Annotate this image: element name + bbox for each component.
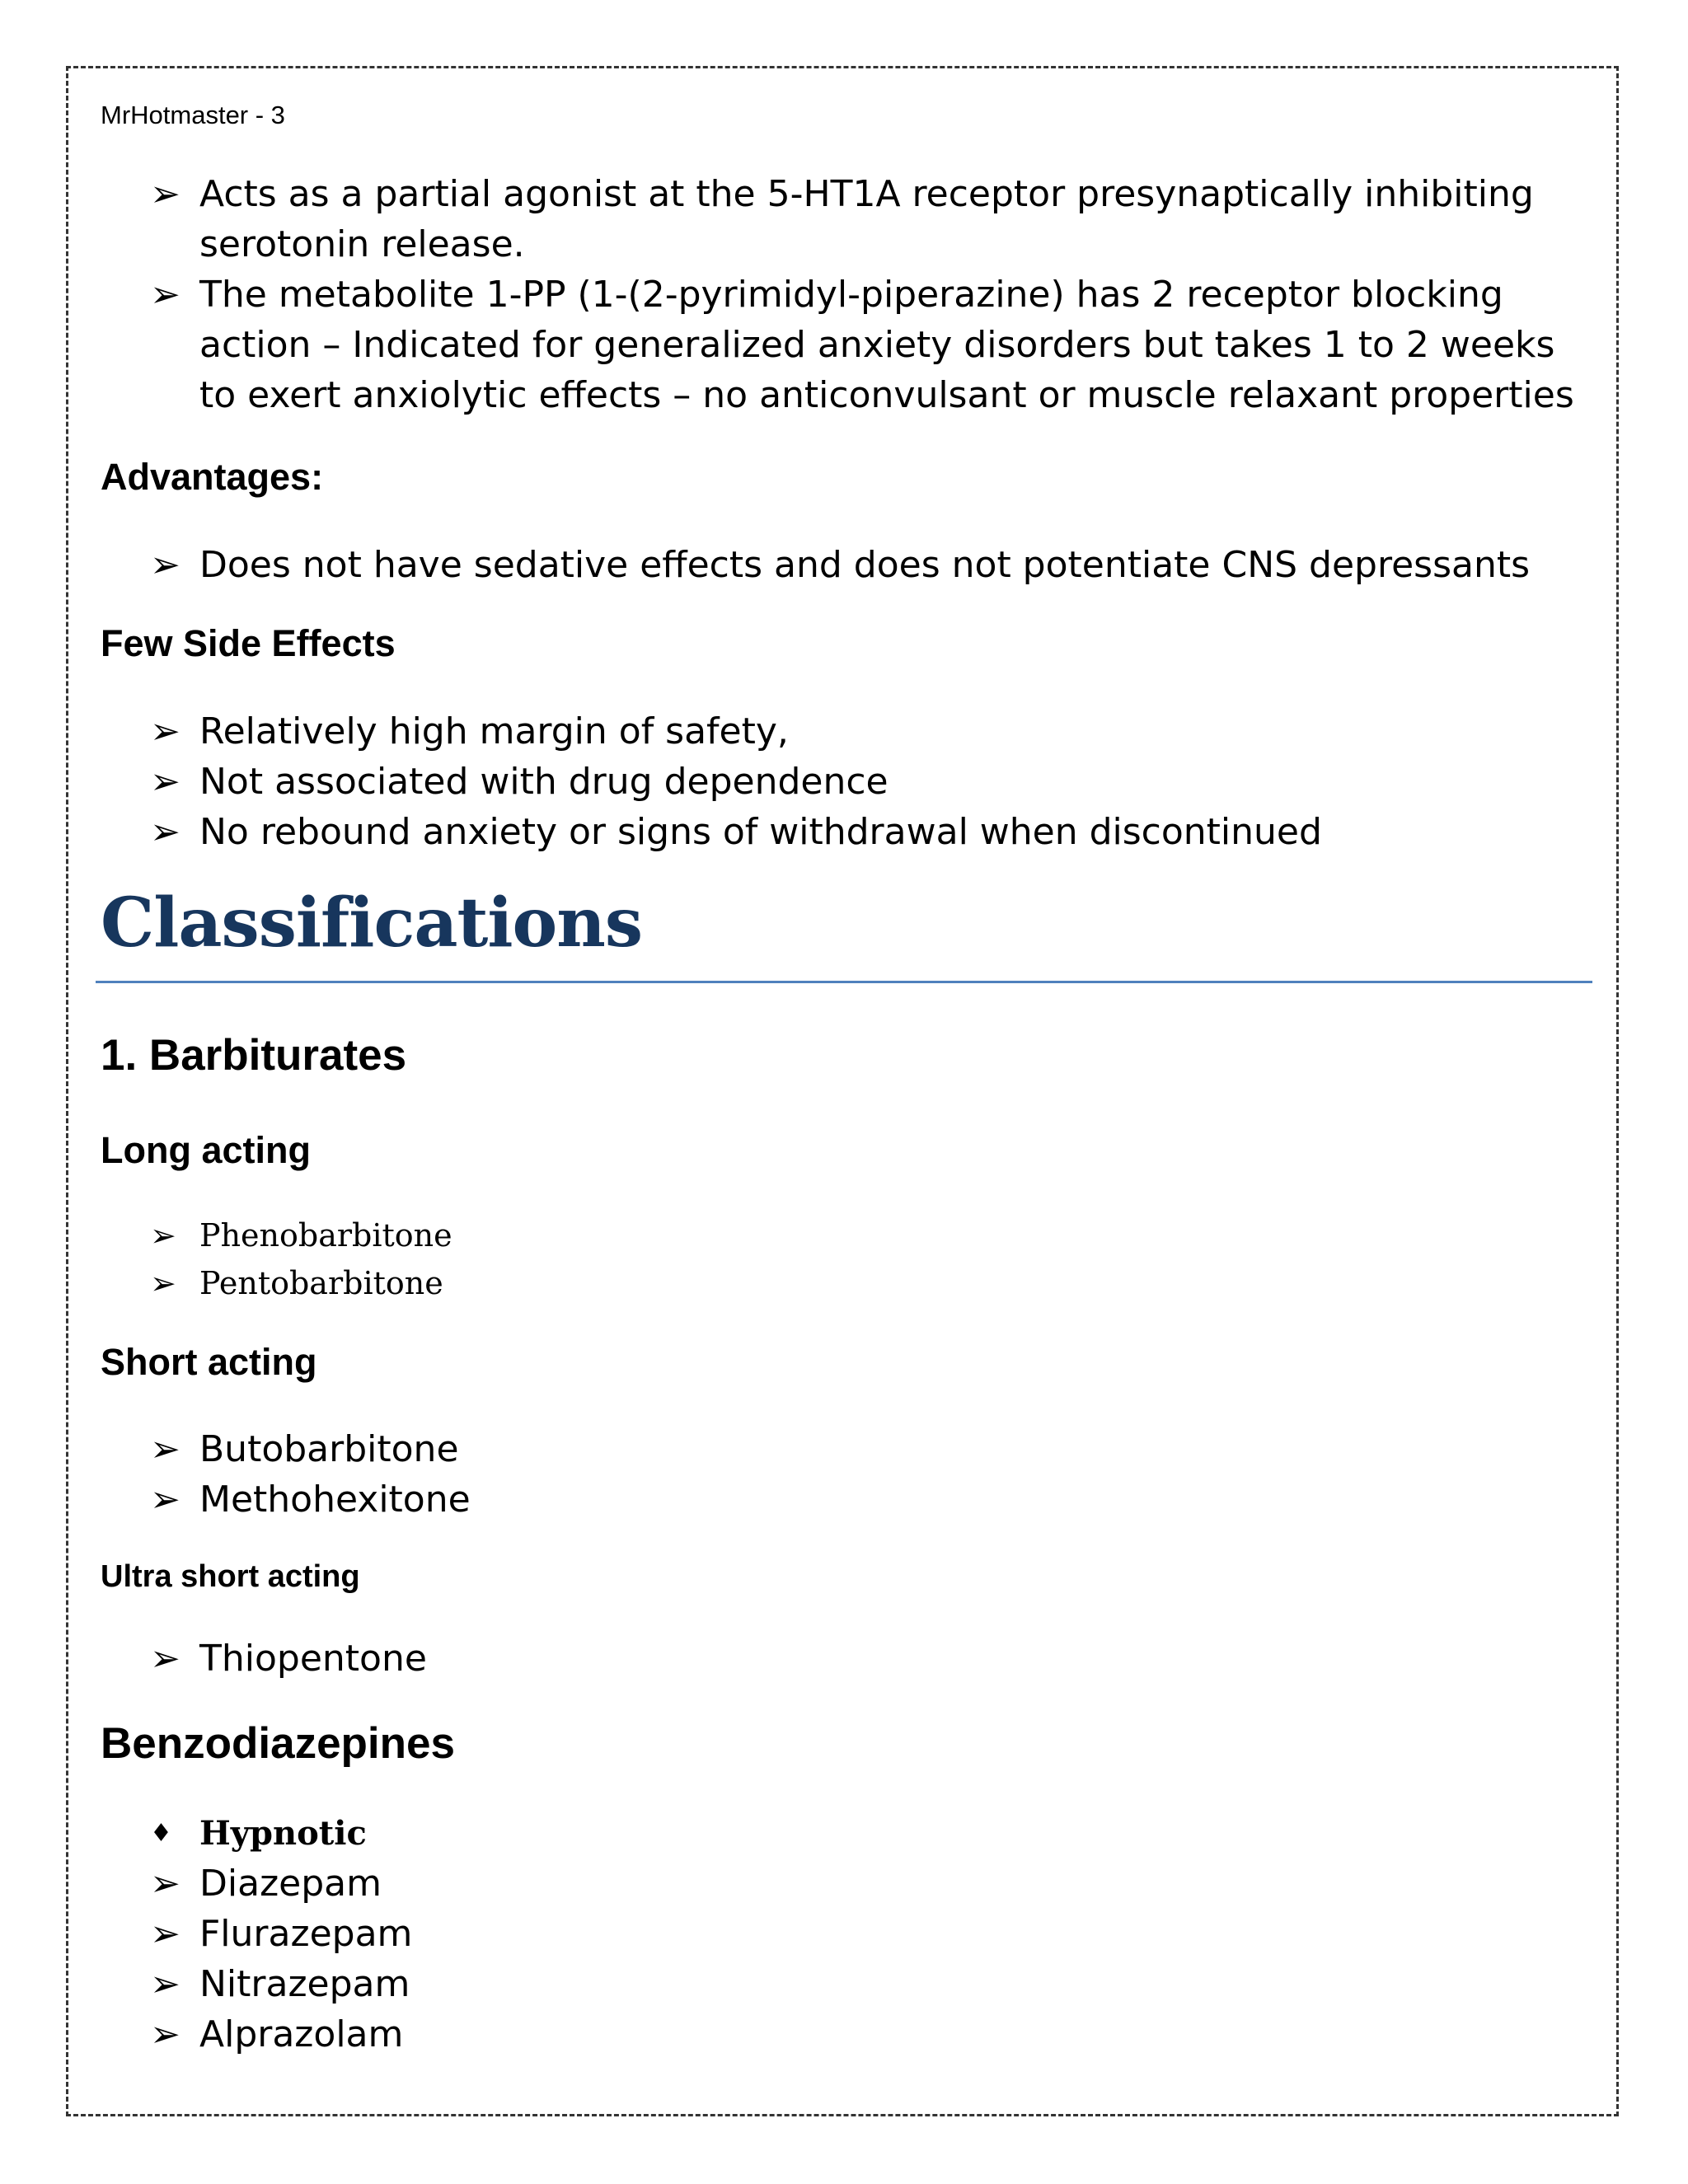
list-item: ➢ Acts as a partial agonist at the 5-HT1A receptor presynaptically inhibiting serotonin release. — [101, 169, 1597, 269]
arrow-bullet-icon: ➢ — [150, 1863, 181, 1905]
list-item: ➢ Phenobarbitone — [101, 1212, 1597, 1259]
long-acting-heading: Long acting — [101, 1129, 311, 1171]
list-item: ➢ Butobarbitone — [101, 1424, 1597, 1474]
arrow-bullet-icon: ➢ — [150, 1963, 181, 2005]
barbiturates-heading: 1. Barbiturates — [101, 1031, 407, 1080]
ultra-short-acting-list — [101, 1633, 1597, 1684]
list-item: ➢ Thiopentone — [101, 1633, 1597, 1684]
ultra-short-acting-heading: Ultra short acting — [101, 1559, 360, 1594]
intro-bullet-list — [101, 169, 1597, 420]
arrow-bullet-icon: ➢ — [150, 274, 181, 316]
list-item: ➢ Not associated with drug dependence — [101, 757, 1597, 807]
list-item: ➢ Relatively high margin of safety, — [101, 706, 1597, 757]
diamond-bullet-icon: ♦ — [150, 1819, 172, 1848]
benzodiazepines-list — [101, 1809, 1597, 2060]
list-item: ➢ The metabolite 1-PP (1-(2-pyrimidyl-piperazine) has 2 receptor blocking action – Indicated for generalized anxiety disorders but takes 1 to 2 weeks to exert anxiolytic effects – no anticonvulsant or muscle relaxant properties — [101, 269, 1597, 420]
list-item: ➢ Diazepam — [101, 1858, 1597, 1909]
arrow-bullet-icon: ➢ — [150, 1217, 176, 1254]
list-item: ➢ Flurazepam — [101, 1909, 1597, 1959]
page-header: MrHotmaster - 3 — [101, 101, 285, 129]
list-item: ➢ No rebound anxiety or signs of withdrawal when discontinued — [101, 807, 1597, 857]
arrow-bullet-icon: ➢ — [150, 761, 181, 803]
long-acting-list — [101, 1212, 1597, 1307]
arrow-bullet-icon: ➢ — [150, 2013, 181, 2055]
short-acting-heading: Short acting — [101, 1341, 317, 1383]
short-acting-list — [101, 1424, 1597, 1525]
list-item: ➢ Does not have sedative effects and does not potentiate CNS depressants — [101, 540, 1597, 590]
arrow-bullet-icon: ➢ — [150, 1479, 181, 1521]
arrow-bullet-icon: ➢ — [150, 173, 181, 215]
arrow-bullet-icon: ➢ — [150, 1638, 181, 1680]
arrow-bullet-icon: ➢ — [150, 1913, 181, 1955]
list-item: ➢ Alprazolam — [101, 2009, 1597, 2060]
list-item: ➢ Nitrazepam — [101, 1959, 1597, 2009]
classifications-title: Classifications — [101, 883, 643, 963]
list-item: ♦ Hypnotic — [101, 1809, 1597, 1858]
advantages-heading: Advantages: — [101, 456, 324, 498]
arrow-bullet-icon: ➢ — [150, 1265, 176, 1301]
list-item: ➢ Methohexitone — [101, 1474, 1597, 1525]
side-effects-list — [101, 706, 1597, 857]
arrow-bullet-icon: ➢ — [150, 544, 181, 586]
title-underline — [96, 981, 1592, 983]
arrow-bullet-icon: ➢ — [150, 710, 181, 752]
benzodiazepines-heading: Benzodiazepines — [101, 1719, 455, 1768]
list-item: ➢ Pentobarbitone — [101, 1259, 1597, 1307]
arrow-bullet-icon: ➢ — [150, 1428, 181, 1470]
advantages-list — [101, 540, 1597, 590]
side-effects-heading: Few Side Effects — [101, 622, 396, 664]
arrow-bullet-icon: ➢ — [150, 811, 181, 853]
